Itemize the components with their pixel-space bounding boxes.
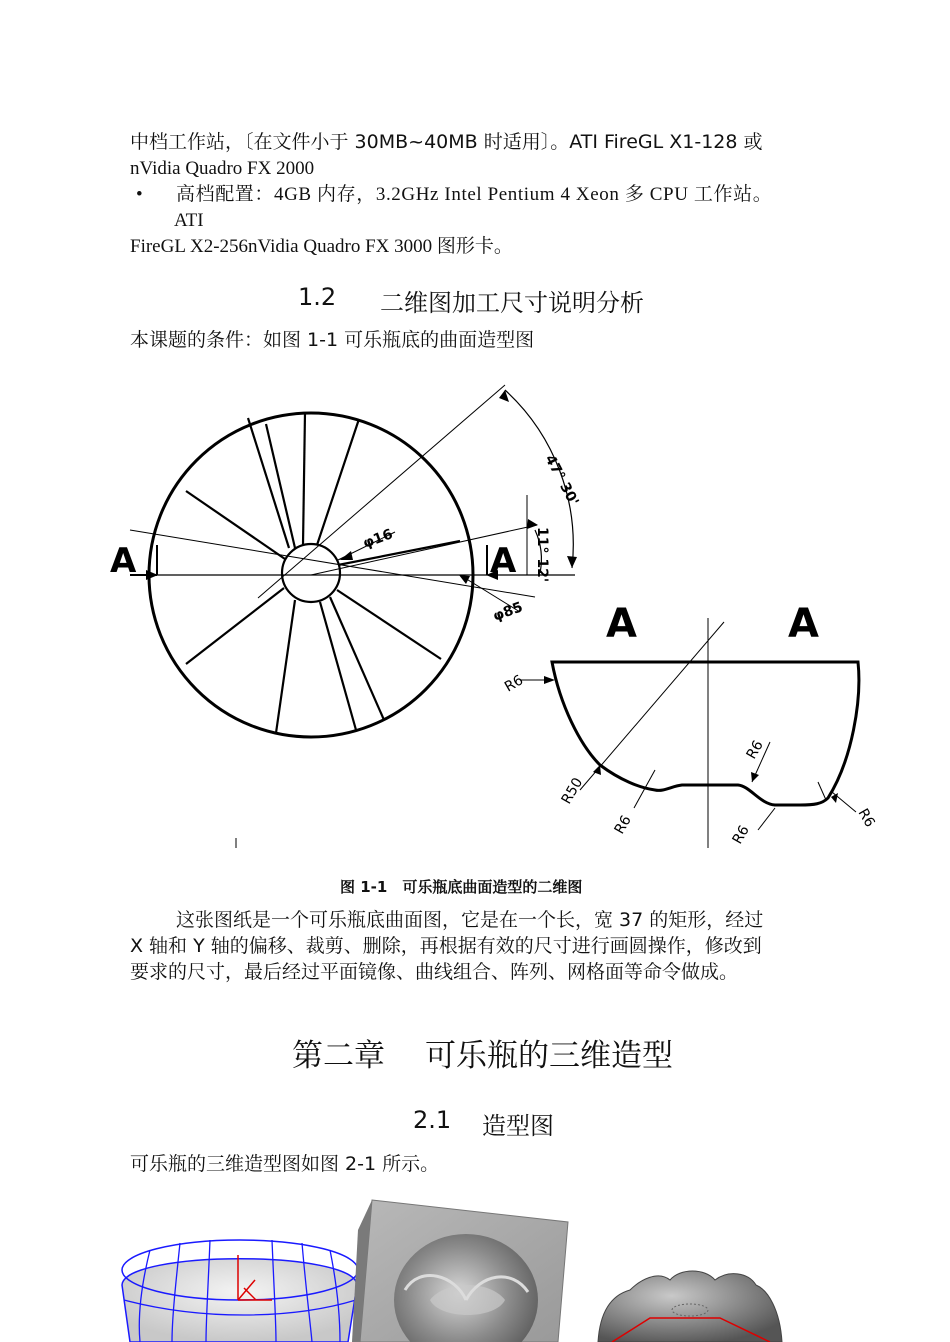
section-mark-a: A [490, 541, 517, 581]
figure-2-1-renders [0, 1190, 950, 1342]
chapter-title: 可乐瓶的三维造型 [425, 1038, 673, 1074]
angle-label-small: 11° 12' [534, 527, 550, 583]
section-number: 2.1 [413, 1106, 452, 1134]
section-number: 1.2 [298, 283, 337, 311]
section-mark-a: A [606, 601, 637, 647]
section-title: 造型图 [482, 1112, 554, 1140]
section-title: 二维图加工尺寸说明分析 [380, 289, 644, 317]
radius-label: R50 [558, 775, 587, 807]
mold-block [352, 1200, 568, 1342]
radius-label: R6 [743, 737, 767, 762]
bullet-symbol: • [136, 184, 143, 205]
chapter-number: 第二章 [292, 1038, 385, 1074]
section-mark-a: A [788, 601, 819, 647]
radius-label: R6 [729, 822, 753, 847]
figure-caption: 图 1-1 可乐瓶底曲面造型的二维图 [340, 878, 583, 896]
radius-label: R6 [854, 806, 878, 831]
bottle-bottom [598, 1271, 782, 1342]
bullet-text: 高档配置：4GB 内存，3.2GHz Intel Pentium 4 Xeon 多 CPU 工作站。 [176, 184, 773, 205]
angle-label-large: 47° 30' [541, 452, 582, 509]
text-line: FireGL X2-256nVidia Quadro FX 3000 图形卡。 [130, 236, 513, 257]
text-line: 中档工作站，〔在文件小于 30MB~40MB 时适用〕。ATI FireGL X1-128 或 [130, 131, 763, 153]
diameter-outer-label: φ85 [490, 599, 525, 625]
radius-label: R6 [502, 672, 527, 696]
section-mark-a: A [110, 541, 137, 581]
intro-paragraph: 可乐瓶的三维造型图如图 2-1 所示。 [130, 1153, 440, 1175]
radius-label: R6 [611, 812, 635, 837]
paragraph-line: X 轴和 Y 轴的偏移、裁剪、删除，再根据有效的尺寸进行画圆操作，修改到 [130, 935, 762, 957]
section-profile [552, 662, 859, 805]
paragraph-line: 这张图纸是一个可乐瓶底曲面图，它是在一个长，宽 37 的矩形，经过 [176, 909, 764, 931]
text-line: nVidia Quadro FX 2000 [130, 158, 315, 179]
paragraph-line: 要求的尺寸，最后经过平面镜像、曲线组合、阵列、网格面等命令做成。 [130, 961, 739, 983]
intro-paragraph: 本课题的条件：如图 1-1 可乐瓶底的曲面造型图 [130, 329, 535, 351]
bullet-text-cont: ATI [174, 210, 204, 231]
diameter-inner-label: φ16 [360, 526, 395, 552]
figure-1-1-drawing [0, 370, 950, 860]
wireframe-bowl [122, 1240, 358, 1342]
